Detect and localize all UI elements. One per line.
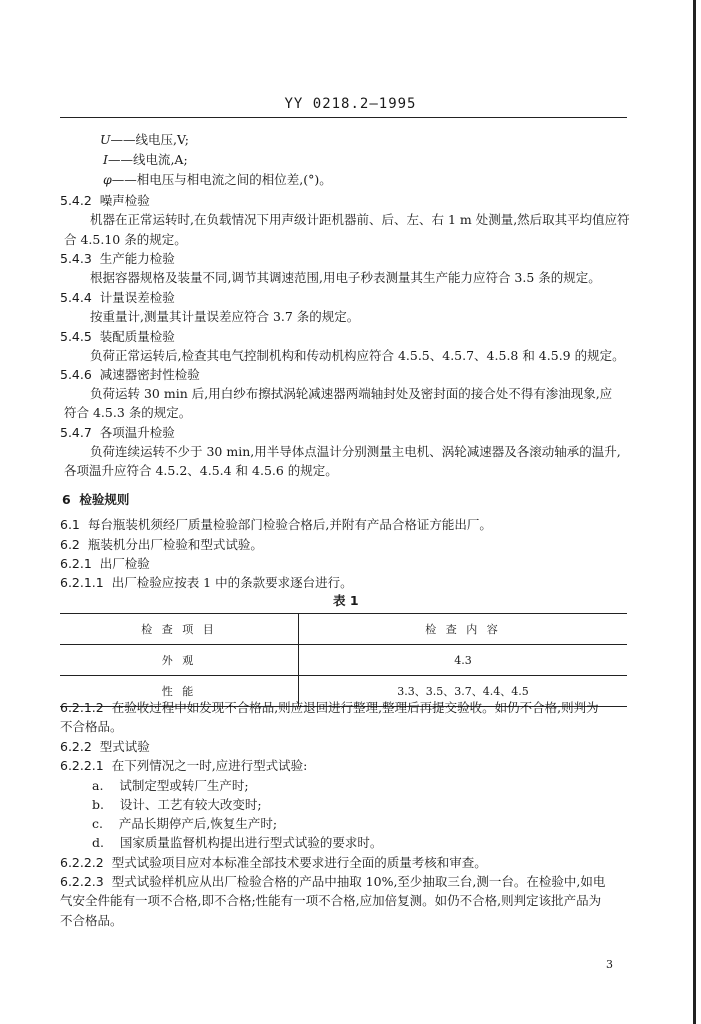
clause-line: 6.2.2.2 型式试验项目应对本标准全部技术要求进行全面的质量考核和审查。 <box>60 855 487 870</box>
table-cell: 3.3、3.5、3.7、4.4、4.5 <box>299 676 628 707</box>
paragraph-line: 各项温升应符合 4.5.2、4.5.4 和 4.5.6 的规定。 <box>64 463 338 478</box>
clause-line: 6.2.1.1 出厂检验应按表 1 中的条款要求逐台进行。 <box>60 575 353 590</box>
table-header-cell: 检 查 内 容 <box>299 614 628 645</box>
table-cell: 4.3 <box>299 645 628 676</box>
paragraph-line: 符合 4.5.3 条的规定。 <box>64 405 192 420</box>
list-item: b. 设计、工艺有较大改变时; <box>92 797 262 812</box>
var-definition: φ——相电压与相电流之间的相位差,(°)。 <box>103 172 332 187</box>
list-item: a. 试制定型或转厂生产时; <box>92 778 249 793</box>
paragraph-line: 机器在正常运转时,在负载情况下用声级计距机器前、后、左、右 1 m 处测量,然后取其平均值应符 <box>90 212 630 227</box>
table-header-row <box>60 614 627 645</box>
paragraph-line: 根据容器规格及装量不同,调节其调速范围,用电子秒表测量其生产能力应符合 3.5 条的规定。 <box>90 270 601 285</box>
paragraph-line: 不合格品。 <box>60 913 123 928</box>
paragraph-line: 负荷运转 30 min 后,用白纱布擦拭涡轮减速器两端轴封处及密封面的接合处不得有渗油现象,应 <box>90 386 613 401</box>
clause-line: 6.2.1.2 在验收过程中如发现不合格品,则应退回进行整理,整理后再提交验收。如仍不合格,则判为 <box>60 700 599 715</box>
list-item: d. 国家质量监督机构提出进行型式试验的要求时。 <box>92 835 383 850</box>
table-caption: 表 1 <box>333 593 359 608</box>
section-heading: 6.2.2 型式试验 <box>60 739 150 754</box>
table-row <box>60 645 627 676</box>
paragraph-line: 按重量计,测量其计量误差应符合 3.7 条的规定。 <box>90 309 360 324</box>
chapter-heading: 6 检验规则 <box>62 492 130 507</box>
page-number: 3 <box>606 958 613 971</box>
table-header-cell: 检 查 项 目 <box>60 614 299 645</box>
table-cell: 性 能 <box>60 676 299 707</box>
section-heading: 5.4.7 各项温升检验 <box>60 425 175 440</box>
standard-code-header: YY 0218.2—1995 <box>284 96 417 112</box>
section-heading: 5.4.4 计量误差检验 <box>60 290 175 305</box>
inspection-table <box>60 613 627 707</box>
paragraph-line: 不合格品。 <box>60 719 123 734</box>
paragraph-line: 负荷正常运转后,检查其电气控制机构和传动机构应符合 4.5.5、4.5.7、4.5.8 和 4.5.9 的规定。 <box>90 348 625 363</box>
clause-line: 6.2.2.1 在下列情况之一时,应进行型式试验: <box>60 758 308 773</box>
paragraph-line: 负荷连续运转不少于 30 min,用半导体点温计分别测量主电机、涡轮减速器及各滚动轴承的温升, <box>90 444 621 459</box>
var-definition: U——线电压,V; <box>100 132 190 147</box>
table-cell: 外 观 <box>60 645 299 676</box>
section-heading: 5.4.5 装配质量检验 <box>60 329 175 344</box>
paragraph-line: 合 4.5.10 条的规定。 <box>64 232 187 247</box>
section-heading: 5.4.3 生产能力检验 <box>60 251 175 266</box>
clause-line: 6.2.2.3 型式试验样机应从出厂检验合格的产品中抽取 10%,至少抽取三台,测一台。在检验中,如电 <box>60 874 606 889</box>
paragraph-line: 气安全件能有一项不合格,即不合格;性能有一项不合格,应加倍复测。如仍不合格,则判定该批产品为 <box>60 893 602 908</box>
section-heading: 6.2.1 出厂检验 <box>60 556 150 571</box>
page-edge-border <box>693 0 696 1024</box>
clause-line: 6.2 瓶装机分出厂检验和型式试验。 <box>60 537 263 552</box>
list-item: c. 产品长期停产后,恢复生产时; <box>92 816 278 831</box>
clause-line: 6.1 每台瓶装机须经厂质量检验部门检验合格后,并附有产品合格证方能出厂。 <box>60 517 492 532</box>
header-rule <box>60 117 627 118</box>
section-heading: 5.4.6 减速器密封性检验 <box>60 367 200 382</box>
section-heading: 5.4.2 噪声检验 <box>60 193 150 208</box>
var-definition: I——线电流,A; <box>103 152 188 167</box>
